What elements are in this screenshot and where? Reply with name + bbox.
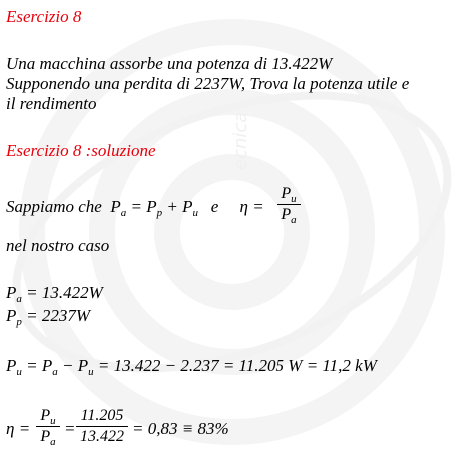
efficiency-fraction-symbolic: $P_u$ $P_a$ <box>277 185 301 224</box>
problem-line-2: Supponendo una perdita di 2237W, Trova la potenza utile e <box>6 74 410 93</box>
efficiency-fraction-2: 11.205 13.422 <box>76 407 128 446</box>
problem-line-1: Una macchina assorbe una potenza di 13.422W <box>6 54 333 73</box>
useful-power-calc: $P_u = P_a - P_u = 13.422 - 2.237 = 11.205$ W = 11,2 kW <box>6 356 377 378</box>
given-pa: $P_a = 13.422W$ <box>6 283 103 305</box>
formula-power-balance: Sappiamo che $P_a = P_p + P_u$ e η = <box>6 197 264 219</box>
solution-title: Esercizio 8 :soluzione <box>6 141 156 160</box>
efficiency-eta: η = <box>6 419 31 438</box>
intro-text: Sappiamo che <box>6 197 102 216</box>
problem-line-3: il rendimento <box>6 94 97 113</box>
watermark-text: ecnica <box>230 111 251 170</box>
case-text: nel nostro caso <box>6 236 110 255</box>
given-pp: $P_p = 2237W$ <box>6 306 91 328</box>
efficiency-fraction-1: $P_u$ $P_a$ <box>36 407 60 446</box>
exercise-title: Esercizio 8 <box>6 7 82 26</box>
efficiency-result: = 0,83 ≡ 83% <box>132 419 229 438</box>
efficiency-eq-2: = <box>64 419 76 438</box>
